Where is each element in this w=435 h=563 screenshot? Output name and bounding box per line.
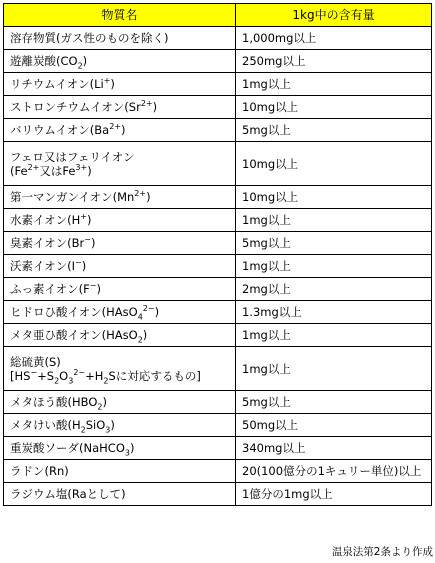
substance-name-cell: リチウムイオン(Li+) xyxy=(4,73,236,96)
table-row xyxy=(4,255,432,278)
substance-name-cell: メタけい酸$(H_2SiO_3)$ xyxy=(4,414,236,437)
content-amount-cell: 20(100億分の1キュリー単位)以上 xyxy=(236,460,432,483)
substance-name-cell: メタ亜ひ酸イオン(HAsO$_2$) xyxy=(4,324,236,347)
substance-name-cell: 臭素イオン(Br−) xyxy=(4,232,236,255)
table-row xyxy=(4,96,432,119)
substance-name-cell: 水素イオン(H+) xyxy=(4,209,236,232)
substance-name-cell: フェロ又はフェリイオン ($Fe^{2+}$又は$Fe^{3+}$) xyxy=(4,142,236,186)
table-row xyxy=(4,209,432,232)
substance-name-cell: ヒドロひ酸イオン(HAsO$_4^{2-}$) xyxy=(4,301,236,324)
content-amount-cell: 1,000mg以上 xyxy=(236,27,432,50)
mineral-content-sheet xyxy=(3,3,431,506)
table-row xyxy=(4,186,432,209)
content-amount-cell: 1mg以上 xyxy=(236,73,432,96)
content-amount-cell: 5mg以上 xyxy=(236,119,432,142)
content-amount-cell: 250mg以上 xyxy=(236,50,432,73)
table-row xyxy=(4,27,432,50)
substance-name-cell: 溶存物質(ガス性のものを除く) xyxy=(4,27,236,50)
table-row xyxy=(4,414,432,437)
substance-name-cell: ふっ素イオン(F−) xyxy=(4,278,236,301)
substance-name-cell: メタほう酸$(HBO_2)$ xyxy=(4,391,236,414)
table-row xyxy=(4,142,432,186)
table-row xyxy=(4,437,432,460)
table-body xyxy=(4,27,432,506)
content-amount-cell: 5mg以上 xyxy=(236,232,432,255)
content-amount-cell: 1mg以上 xyxy=(236,347,432,391)
source-caption: 温泉法第2条より作成 xyxy=(331,546,433,558)
substance-name-cell: ストロンチウムイオン$(Sr^{2+})$ xyxy=(4,96,236,119)
content-amount-cell: 1mg以上 xyxy=(236,324,432,347)
header-content-per-kg: 1kg中の含有量 xyxy=(236,4,432,27)
content-amount-cell: 340mg以上 xyxy=(236,437,432,460)
content-amount-cell: 50mg以上 xyxy=(236,414,432,437)
table-row xyxy=(4,483,432,506)
table-row xyxy=(4,73,432,96)
table-row xyxy=(4,460,432,483)
substance-name-cell: 重炭酸ソーダ(NaHCO$_3$) xyxy=(4,437,236,460)
content-amount-cell: 10mg以上 xyxy=(236,186,432,209)
table-row xyxy=(4,391,432,414)
substance-name-cell: バリウムイオン$(Ba^{2+})$ xyxy=(4,119,236,142)
substance-name-cell: 遊離炭酸$(CO_2)$ xyxy=(4,50,236,73)
content-amount-cell: 10mg以上 xyxy=(236,96,432,119)
table-row xyxy=(4,278,432,301)
table-row xyxy=(4,301,432,324)
content-amount-cell: 1mg以上 xyxy=(236,255,432,278)
substance-name-cell: 第一マンガンイオン$(Mn^{2+})$ xyxy=(4,186,236,209)
content-amount-cell: 1mg以上 xyxy=(236,209,432,232)
table-row xyxy=(4,324,432,347)
content-amount-cell: 5mg以上 xyxy=(236,391,432,414)
table-row xyxy=(4,347,432,391)
table-row xyxy=(4,119,432,142)
substance-name-cell: ラジウム塩(Raとして) xyxy=(4,483,236,506)
content-amount-cell: 2mg以上 xyxy=(236,278,432,301)
mineral-content-table xyxy=(3,3,432,506)
content-amount-cell: 1.3mg以上 xyxy=(236,301,432,324)
header-substance-name: 物質名 xyxy=(4,4,236,27)
substance-name-cell: ラドン(Rn) xyxy=(4,460,236,483)
content-amount-cell: 10mg以上 xyxy=(236,142,432,186)
table-row xyxy=(4,50,432,73)
table-row xyxy=(4,232,432,255)
substance-name-cell: 沃素イオン(I−) xyxy=(4,255,236,278)
substance-name-cell: 総硫黄(S) [$HS^-+S_2O_3^{2-}+H_2S$に対応するもの] xyxy=(4,347,236,391)
table-header-row xyxy=(4,4,432,27)
content-amount-cell: 1億分の1mg以上 xyxy=(236,483,432,506)
